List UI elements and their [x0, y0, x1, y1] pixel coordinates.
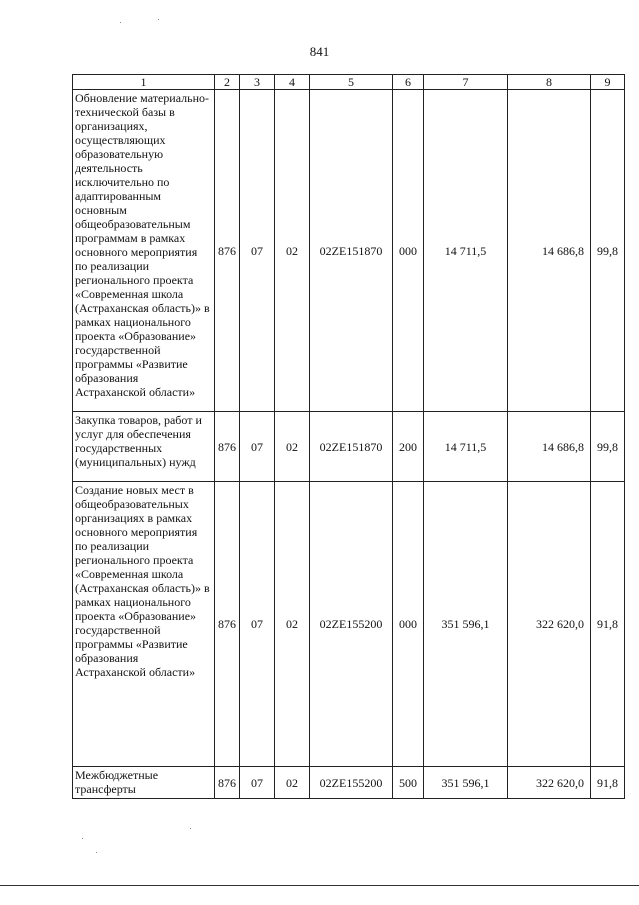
cell-col-6: 200	[393, 412, 424, 482]
cell-col-3: 07	[240, 482, 275, 767]
cell-col-7: 14 711,5	[424, 90, 508, 412]
row-description: Обновление материально-технической базы в организациях, осуществляющих образовательную деятельность исключительно по адаптированным основным общеобразовательным программам в рамках основного мероприятия по реализации регионального проекта «Современная школа (Астраханская область)» в рамках национального проекта «Образование» государственной программы «Развитие образования Астраханской области»	[73, 90, 215, 412]
table-row	[73, 90, 625, 412]
scan-speck	[96, 852, 97, 853]
header-row	[73, 75, 625, 90]
cell-col-5: 02ZE155200	[310, 767, 393, 799]
cell-col-2: 876	[215, 90, 240, 412]
cell-col-3: 07	[240, 90, 275, 412]
header-col-4: 4	[275, 75, 310, 90]
cell-col-9: 91,8	[591, 767, 625, 799]
row-description: Создание новых мест в общеобразовательных организациях в рамках основного мероприятия по реализации регионального проекта «Современная школа (Астраханская область)» в рамках национального проекта «Образование» государственной программы «Развитие образования Астраханской области»	[73, 482, 215, 767]
cell-col-4: 02	[275, 90, 310, 412]
cell-col-9: 99,8	[591, 90, 625, 412]
scan-speck	[120, 22, 121, 23]
row-description: Закупка товаров, работ и услуг для обеспечения государственных (муниципальных) нужд	[73, 412, 215, 482]
header-col-7: 7	[424, 75, 508, 90]
cell-col-7: 351 596,1	[424, 482, 508, 767]
cell-col-2: 876	[215, 412, 240, 482]
header-col-8: 8	[508, 75, 591, 90]
budget-table	[72, 74, 625, 799]
cell-col-7: 14 711,5	[424, 412, 508, 482]
scan-speck	[190, 828, 191, 829]
cell-col-4: 02	[275, 482, 310, 767]
cell-col-9: 91,8	[591, 482, 625, 767]
row-description: Межбюджетные трансферты	[73, 767, 215, 799]
cell-col-2: 876	[215, 767, 240, 799]
cell-col-8: 14 686,8	[508, 412, 591, 482]
cell-col-6: 000	[393, 482, 424, 767]
scan-edge-line	[0, 885, 639, 886]
cell-col-6: 500	[393, 767, 424, 799]
header-col-6: 6	[393, 75, 424, 90]
cell-col-4: 02	[275, 412, 310, 482]
header-col-5: 5	[310, 75, 393, 90]
cell-col-8: 322 620,0	[508, 767, 591, 799]
table-row	[73, 767, 625, 799]
header-col-3: 3	[240, 75, 275, 90]
page-number: 841	[309, 44, 330, 59]
cell-col-5: 02ZE151870	[310, 90, 393, 412]
cell-col-7: 351 596,1	[424, 767, 508, 799]
table-row	[73, 482, 625, 767]
scan-speck	[158, 19, 159, 20]
cell-col-3: 07	[240, 767, 275, 799]
header-col-2: 2	[215, 75, 240, 90]
header-col-9: 9	[591, 75, 625, 90]
cell-col-4: 02	[275, 767, 310, 799]
table-row	[73, 412, 625, 482]
cell-col-6: 000	[393, 90, 424, 412]
cell-col-2: 876	[215, 482, 240, 767]
cell-col-8: 322 620,0	[508, 482, 591, 767]
header-col-1: 1	[73, 75, 215, 90]
cell-col-5: 02ZE155200	[310, 482, 393, 767]
cell-col-8: 14 686,8	[508, 90, 591, 412]
cell-col-3: 07	[240, 412, 275, 482]
cell-col-5: 02ZE151870	[310, 412, 393, 482]
cell-col-9: 99,8	[591, 412, 625, 482]
scan-speck	[82, 838, 83, 839]
